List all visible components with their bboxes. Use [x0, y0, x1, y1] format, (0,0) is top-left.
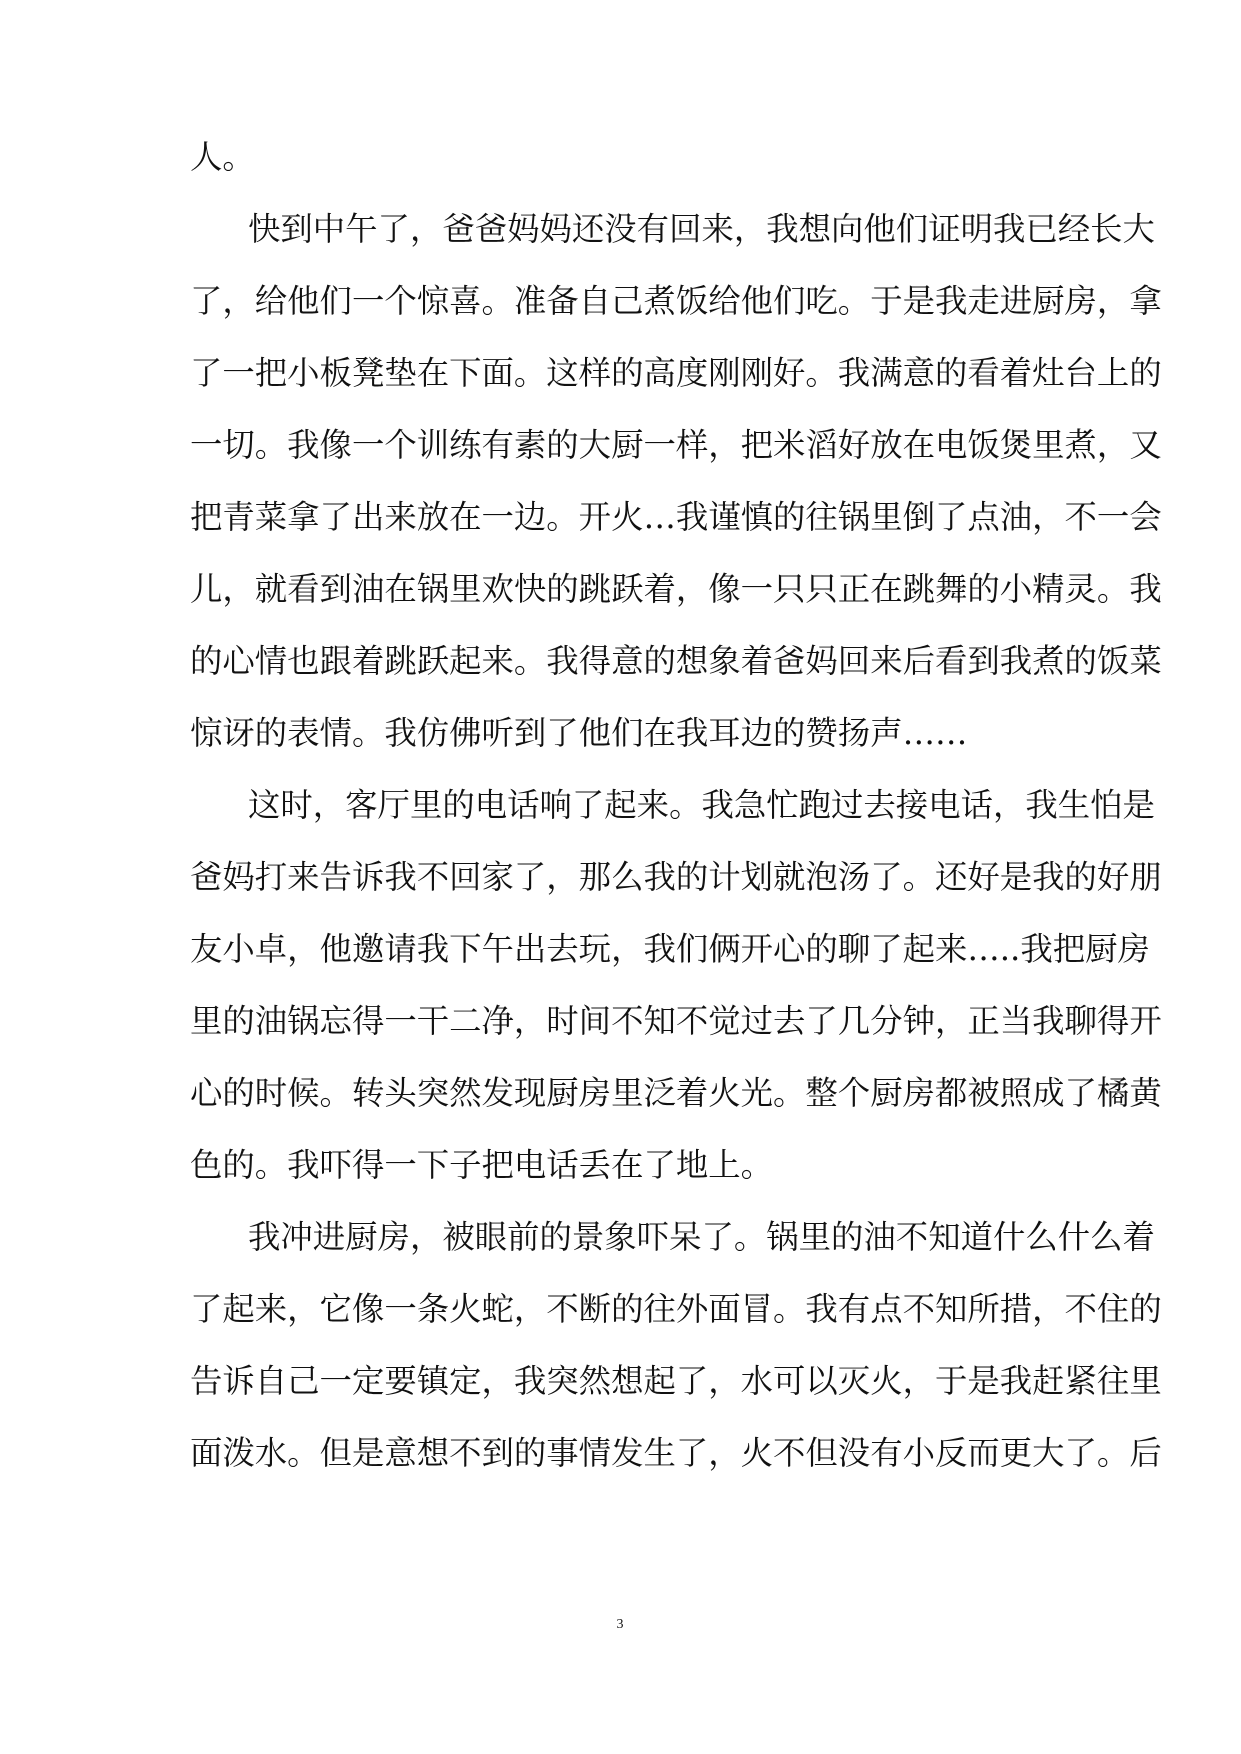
paragraph-first-line: 快到中午了，爸爸妈妈还没有回来，我想向他们证明我已经长大 [248, 210, 1155, 248]
text-line: 面泼水。但是意想不到的事情发生了，火不但没有小反而更大了。后 [190, 1434, 1162, 1472]
text-line: 里的油锅忘得一干二净，时间不知不觉过去了几分钟，正当我聊得开 [190, 1002, 1162, 1040]
text-line: 的心情也跟着跳跃起来。我得意的想象着爸妈回来后看到我煮的饭菜 [190, 642, 1162, 680]
page-number: 3 [616, 1617, 624, 1632]
text-line: 了，给他们一个惊喜。准备自己煮饭给他们吃。于是我走进厨房，拿 [190, 282, 1162, 320]
text-line: 把青菜拿了出来放在一边。开火…我谨慎的往锅里倒了点油，不一会 [190, 498, 1162, 536]
text-line: 友小卓，他邀请我下午出去玩，我们俩开心的聊了起来…..我把厨房 [190, 930, 1150, 968]
text-line: 爸妈打来告诉我不回家了，那么我的计划就泡汤了。还好是我的好朋 [190, 858, 1162, 896]
text-line: 告诉自己一定要镇定，我突然想起了，水可以灭火，于是我赶紧往里 [190, 1362, 1162, 1400]
paragraph-first-line: 这时，客厅里的电话响了起来。我急忙跑过去接电话，我生怕是 [248, 786, 1155, 824]
text-line: 惊讶的表情。我仿佛听到了他们在我耳边的赞扬声…… [190, 714, 968, 752]
text-line: 一切。我像一个训练有素的大厨一样，把米滔好放在电饭煲里煮，又 [190, 426, 1162, 464]
text-line: 人。 [190, 138, 255, 176]
text-line: 儿，就看到油在锅里欢快的跳跃着，像一只只正在跳舞的小精灵。我 [190, 570, 1162, 608]
text-line: 了起来，它像一条火蛇，不断的往外面冒。我有点不知所措，不住的 [190, 1290, 1162, 1328]
text-line: 心的时候。转头突然发现厨房里泛着火光。整个厨房都被照成了橘黄 [190, 1074, 1162, 1112]
text-line: 色的。我吓得一下子把电话丢在了地上。 [190, 1146, 774, 1184]
paragraph-first-line: 我冲进厨房，被眼前的景象吓呆了。锅里的油不知道什么什么着 [248, 1218, 1155, 1256]
text-line: 了一把小板凳垫在下面。这样的高度刚刚好。我满意的看着灶台上的 [190, 354, 1162, 392]
